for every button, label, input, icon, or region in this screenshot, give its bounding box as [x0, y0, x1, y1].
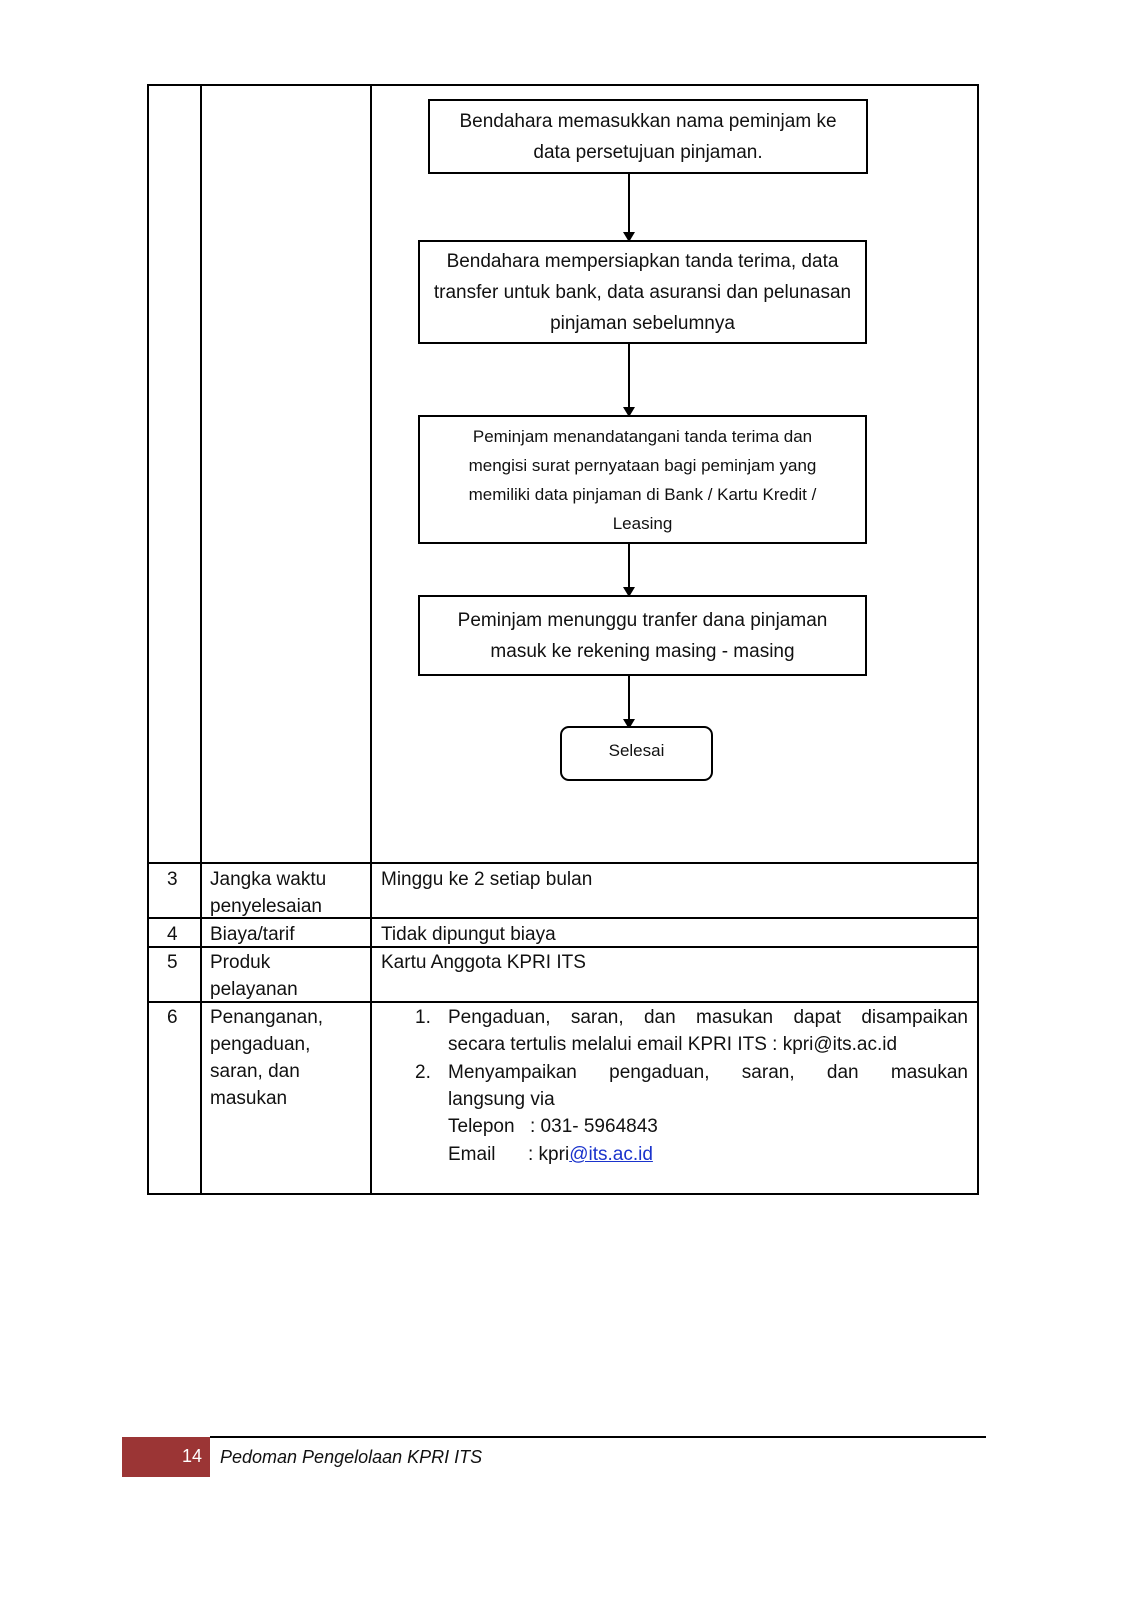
flow-end-terminator: Selesai: [560, 726, 713, 781]
flow-step-4: Peminjam menunggu tranfer dana pinjaman masuk ke rekening masing - masing: [418, 595, 867, 676]
row-number: 4: [167, 924, 178, 945]
row-value: Minggu ke 2 setiap bulan: [381, 869, 593, 890]
phone-label: Telepon: [448, 1116, 515, 1137]
page-number: 14: [181, 1446, 202, 1466]
flow-step-2: Bendahara mempersiapkan tanda terima, data transfer untuk bank, data asuransi dan pelunasan pinjaman sebelumnya: [418, 240, 867, 344]
row-divider: [147, 862, 979, 864]
column-divider: [370, 84, 372, 1195]
row-number: 3: [167, 869, 178, 890]
email-label: Email: [448, 1144, 496, 1165]
row-item: Biaya/tarif: [210, 924, 295, 945]
arrow-down-icon: [628, 544, 630, 595]
table-border-top: [147, 84, 979, 86]
phone-value: : 031- 5964843: [530, 1116, 658, 1137]
row-item: Penanganan, pengaduan, saran, dan masukan: [210, 1007, 324, 1109]
arrow-down-icon: [628, 676, 630, 727]
list-item-line: langsung via: [448, 1089, 555, 1110]
row-item: Jangka waktu penyelesaian: [210, 869, 327, 917]
row-value: Tidak dipungut biaya: [381, 924, 556, 945]
list-number: 1.: [415, 1007, 431, 1028]
table-border-right: [977, 84, 979, 1195]
row-number: 6: [167, 1007, 178, 1028]
footer-rule: [210, 1436, 986, 1438]
email-prefix: : kpri: [528, 1144, 570, 1165]
column-divider: [200, 84, 202, 1195]
row-number: 5: [167, 952, 178, 973]
row-value: Kartu Anggota KPRI ITS: [381, 952, 586, 973]
list-item-line: secara tertulis melalui email KPRI ITS : kpri@its.ac.id: [448, 1034, 898, 1055]
table-border-bottom: [147, 1193, 979, 1195]
arrow-down-icon: [628, 174, 630, 240]
arrow-down-icon: [628, 344, 630, 415]
row-item: Produk pelayanan: [210, 952, 298, 1000]
list-item-line: Pengaduan, saran, dan masukan dapat disampaikan: [448, 1007, 968, 1028]
table-border-left: [147, 84, 149, 1195]
footer-title: Pedoman Pengelolaan KPRI ITS: [220, 1447, 483, 1467]
email-value: [528, 1141, 653, 1168]
flow-step-3: Peminjam menandatangani tanda terima dan mengisi surat pernyataan bagi peminjam yang memiliki data pinjaman di Bank / Kartu Kredit / Leasing: [418, 415, 867, 544]
list-item-line: Menyampaikan pengaduan, saran, dan masukan: [448, 1062, 968, 1083]
list-number: 2.: [415, 1062, 431, 1083]
flow-step-1: Bendahara memasukkan nama peminjam ke data persetujuan pinjaman.: [428, 99, 868, 174]
email-link[interactable]: @its.ac.id: [569, 1144, 653, 1165]
